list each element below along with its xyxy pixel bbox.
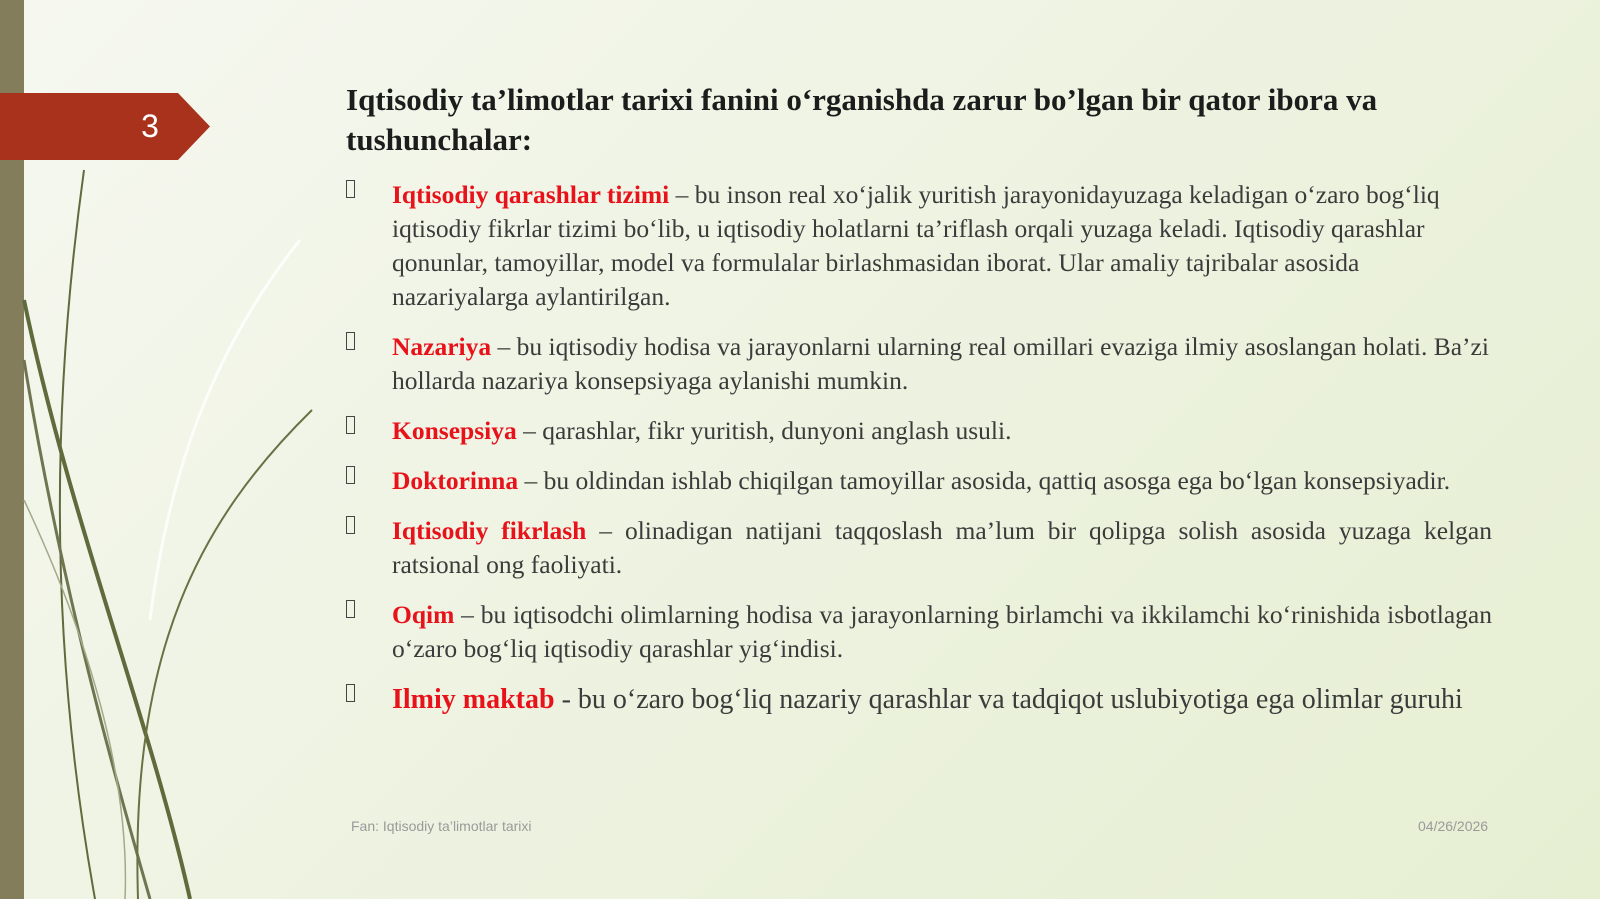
definition: – qarashlar, fikr yuritish, dunyoni anglash usuli.	[516, 416, 1012, 445]
definition: - bu o‘zaro bog‘liq nazariy qarashlar va tadqiqot uslubiyotiga ega olimlar guruhi	[554, 684, 1463, 715]
footer-date: 04/26/2026	[1418, 818, 1489, 834]
term: Iqtisodiy qarashlar tizimi	[392, 180, 670, 209]
footer-subject: Fan: Iqtisodiy ta’limotlar tarixi	[351, 818, 532, 834]
list-item	[346, 330, 1492, 398]
term: Oqim	[392, 600, 455, 629]
term: Ilmiy maktab	[392, 684, 555, 715]
list-item	[346, 514, 1492, 582]
list-item	[346, 682, 1492, 718]
definition-list	[346, 178, 1492, 734]
bullet-icon	[346, 466, 356, 486]
slide-number: 3	[141, 108, 159, 144]
bullet-icon	[346, 180, 356, 200]
term: Nazariya	[392, 332, 492, 361]
definition: – olinadigan natijani taqqoslash ma’lum bir qolipga solish asosida yuzaga kelgan ratsional ong faoliyati.	[392, 516, 1493, 579]
definition: – bu oldindan ishlab chiqilgan tamoyillar asosida, qattiq asosga ega bo‘lgan konsepsiyadir.	[518, 466, 1451, 495]
bullet-icon	[346, 600, 356, 620]
slide-title: Iqtisodiy ta’limotlar tarixi fanini o‘rganishda zarur bo’lgan bir qator ibora va tushunchalar:	[346, 82, 1378, 157]
list-item	[346, 414, 1492, 448]
list-item	[346, 464, 1492, 498]
term: Doktorinna	[392, 466, 519, 495]
bullet-icon	[346, 332, 356, 352]
bullet-icon	[346, 416, 356, 436]
list-item	[346, 178, 1492, 314]
term: Iqtisodiy fikrlash	[392, 516, 587, 545]
term: Konsepsiya	[392, 416, 517, 445]
list-item	[346, 598, 1492, 666]
bullet-icon	[346, 516, 356, 536]
definition: – bu inson real xo‘jalik yuritish jarayonidayuzaga keladigan o‘zaro bog‘liq iqtisodiy fikrlar tizimi bo‘lib, u iqtisodiy holatlarni ta’riflash orqali yuzaga keladi. Iqtisodiy qarashlar qonunlar, tamoyillar, model va formulalar birlashmasidan iborat. Ular amaliy tajribalar asosida nazariyalarga aylantirilgan.	[392, 180, 1440, 311]
bullet-icon	[346, 684, 356, 704]
definition: – bu iqtisodchi olimlarning hodisa va jarayonlarning birlamchi va ikkilamchi ko‘rinishida isbotlagan o‘zaro bog‘liq iqtisodiy qarashlar yig‘indisi.	[392, 600, 1492, 663]
definition: – bu iqtisodiy hodisa va jarayonlarni ularning real omillari evaziga ilmiy asoslangan holati. Ba’zi hollarda nazariya konsepsiyaga aylanishi mumkin.	[392, 332, 1489, 395]
